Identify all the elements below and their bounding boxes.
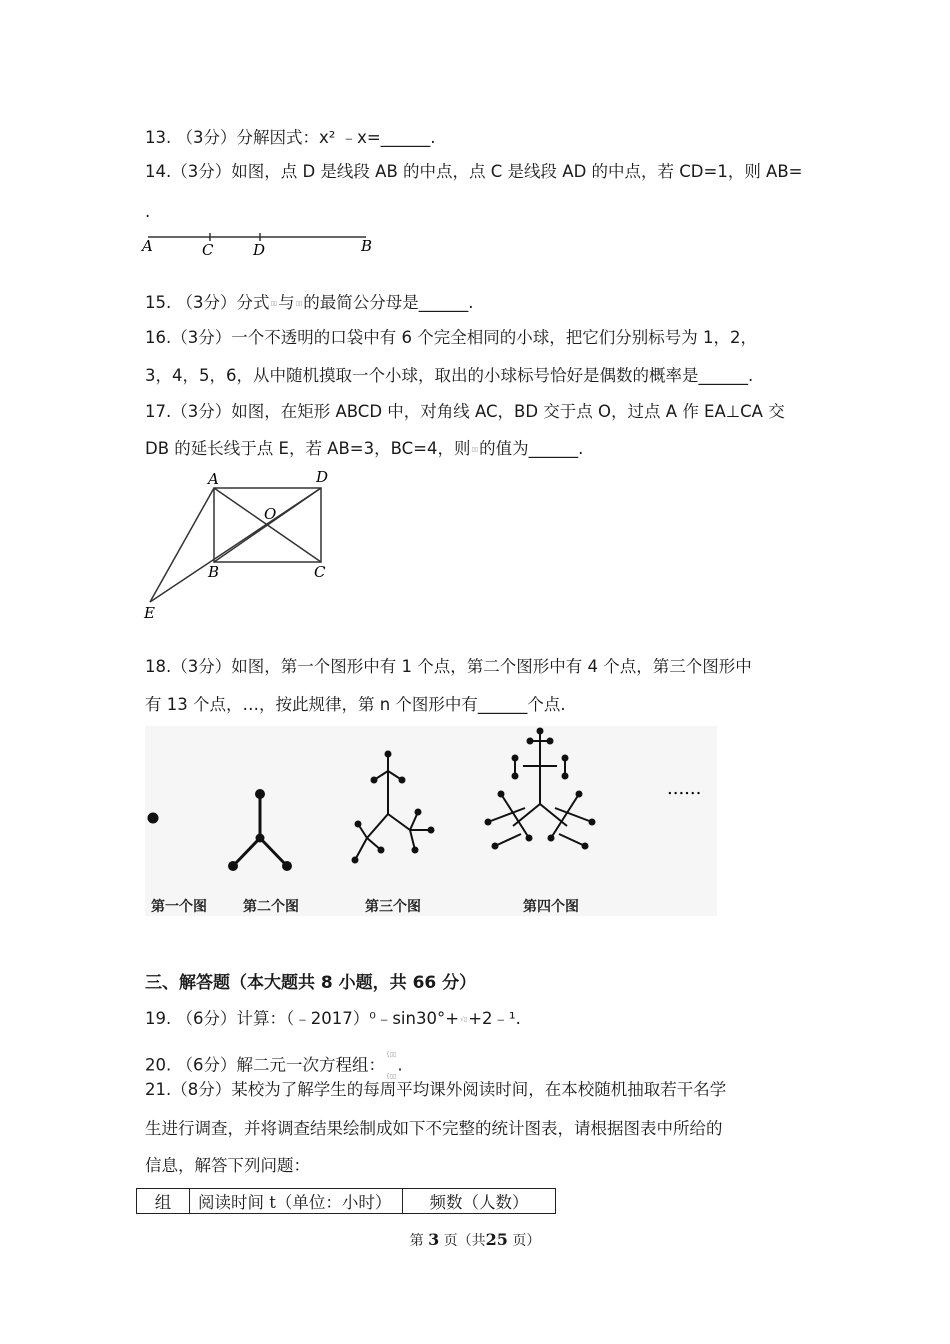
label-c: C [202,241,214,259]
sqrt-expression: √▯ [460,1015,468,1023]
label-b: B [208,563,220,581]
fraction-2: ▯▯ [295,299,303,307]
ellipsis: ...... [667,778,702,799]
question-18-line1: 18.（3分）如图，第一个图形中有 1 个点，第二个图形中有 4 个点，第三个图形中 [145,657,752,676]
question-19: 19. （6分）计算：（﹣2017）⁰﹣sin30°+√▯+2﹣¹. [145,1008,521,1031]
table-header-row [137,1189,556,1214]
label-a: A [208,470,219,488]
figure-18-patterns [145,726,717,916]
question-18-line2: 有 13 个点，…，按此规律，第 n 个图形中有______个点. [145,695,566,714]
question-13: 13. （3分）分解因式：x² ﹣x=______. [145,128,436,147]
label-c: C [314,563,326,581]
caption-1: 第一个图 [151,899,207,915]
question-21-line3: 信息，解答下列问题： [145,1156,310,1175]
question-17-line1: 17.（3分）如图，在矩形 ABCD 中，对角线 AC，BD 交于点 O，过点 A 作 EA⊥CA 交 [145,402,785,421]
caption-4: 第四个图 [523,899,579,915]
frequency-table [136,1188,556,1214]
question-21-line2: 生进行调查，并将调查结果绘制成如下不完整的统计图表，请根据图表中所给的 [145,1119,723,1138]
figure-14-segment [140,228,380,260]
fraction-3: ▯▯ [471,445,479,453]
label-b: B [361,237,373,255]
page-footer: 第 3 页（共25 页） [409,1230,541,1249]
pattern-1 [148,813,158,823]
label-d: D [316,468,329,486]
label-e: E [144,604,155,622]
question-15: 15. （3分）分式▯▯与▯▯的最简公分母是______. [145,292,473,315]
question-14-line1: 14.（3分）如图，点 D 是线段 AB 的中点，点 C 是线段 AD 的中点，若 CD=1，则 AB= [145,162,803,181]
question-20: 20. （6分）解二元一次方程组：{▯▯ {▯▯. [145,1044,403,1088]
question-14-line2: . [145,202,151,221]
caption-3: 第三个图 [365,899,421,915]
label-a: A [142,237,153,255]
caption-2: 第二个图 [243,899,299,915]
question-16-line1: 16.（3分）一个不透明的口袋中有 6 个完全相同的小球，把它们分别标号为 1，2， [145,328,757,347]
label-d: D [253,241,266,259]
fraction-1: ▯▯ [270,299,278,307]
label-o: O [264,505,277,523]
equation-system: {▯▯ {▯▯ [385,1051,397,1080]
question-17-line2: DB 的延长线于点 E，若 AB=3，BC=4，则▯▯的值为______. [145,438,583,461]
header-reading-time: 阅读时间 t（单位：小时） [190,1189,403,1214]
question-16-line2: 3，4，5，6，从中随机摸取一个小球，取出的小球标号恰好是偶数的概率是______. [145,366,754,385]
figure-17-rectangle [138,466,338,626]
header-group: 组 [137,1189,190,1214]
section-3-title: 三、解答题（本大题共 8 小题，共 66 分） [145,973,477,993]
header-frequency: 频数（人数） [403,1189,556,1214]
question-21-line1: 21.（8分）某校为了解学生的每周平均课外阅读时间，在本校随机抽取若干名学 [145,1080,727,1099]
